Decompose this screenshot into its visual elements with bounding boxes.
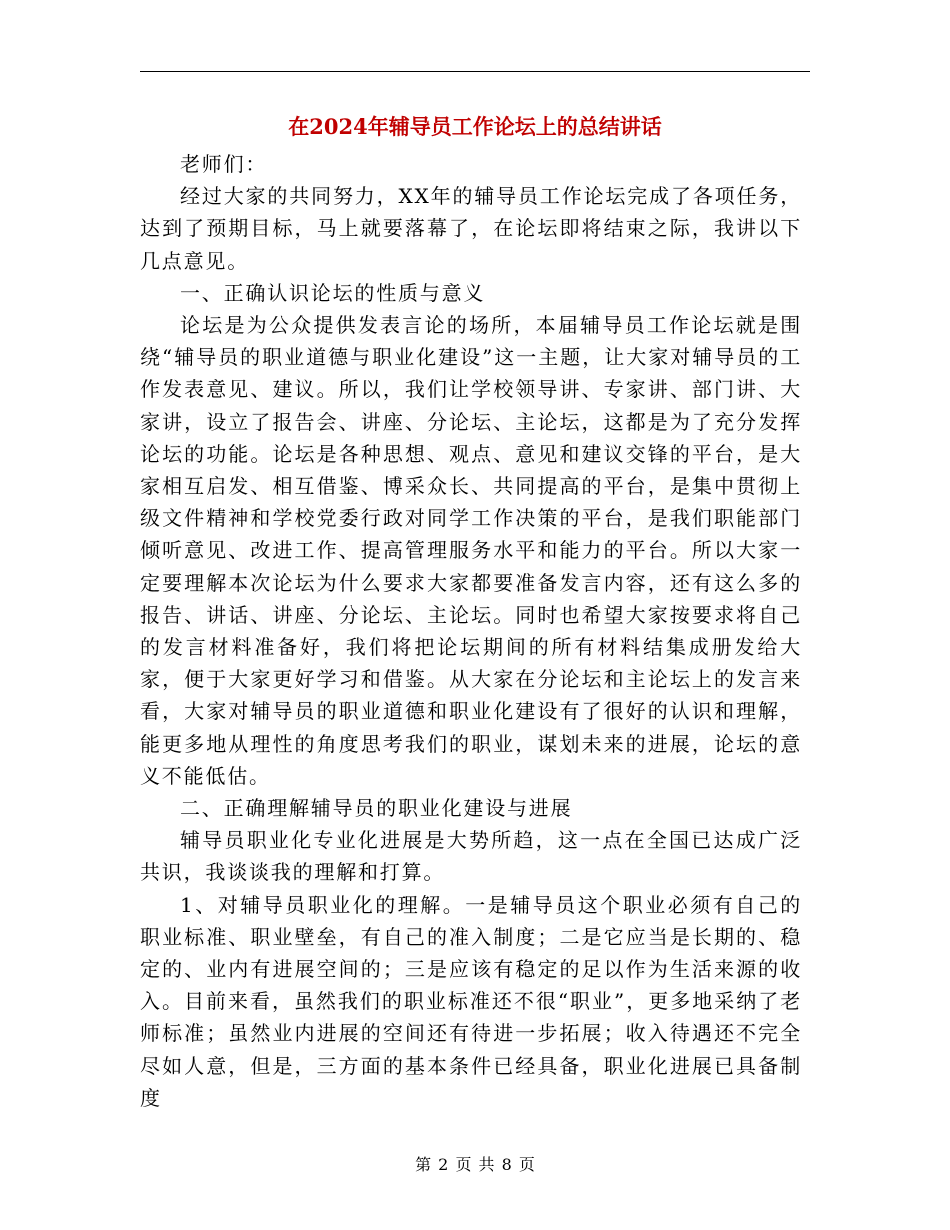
- document-title: 在2024年辅导员工作论坛上的总结讲话: [288, 114, 662, 139]
- salutation: 老师们：: [180, 152, 268, 176]
- paragraph-professionalization: 辅导员职业化专业化进展是大势所趋，这一点在全国已达成广泛共识，我谈谈我的理解和打算。: [140, 828, 802, 885]
- paragraph-intro: 经过大家的共同努力，XX年的辅导员工作论坛完成了各项任务，达到了预期目标，马上就要落幕了，在论坛即将结束之际，我讲以下几点意见。: [140, 184, 802, 273]
- header-rule: [140, 71, 810, 72]
- page-number: 第 2 页 共 8 页: [415, 1155, 535, 1174]
- section-heading-1: 一、正确认识论坛的性质与意义: [180, 280, 486, 305]
- section-heading-2: 二、正确理解辅导员的职业化建设与进展: [180, 796, 573, 821]
- paragraph-point-1: 1、对辅导员职业化的理解。一是辅导员这个职业必须有自己的职业标准、职业壁垒，有自己的准入制度；二是它应当是长期的、稳定的、业内有进展空间的；三是应该有稳定的足以作为生活来源的收入。目前来看，虽然我们的职业标准还不很“职业”，更多地采纳了老师标准；虽然业内进展的空间还有待进一步拓展；收入待遇还不完全尽如人意，但是，三方面的基本条件已经具备，职业化进展已具备制度: [140, 892, 802, 1110]
- document-body: [140, 148, 802, 1114]
- paragraph-forum-purpose: 论坛是为公众提供发表言论的场所，本届辅导员工作论坛就是围绕“辅导员的职业道德与职业化建设”这一主题，让大家对辅导员的工作发表意见、建议。所以，我们让学校领导讲、专家讲、部门讲、大家讲，设立了报告会、讲座、分论坛、主论坛，这都是为了充分发挥论坛的功能。论坛是各种思想、观点、意见和建议交锋的平台，是大家相互启发、相互借鉴、博采众长、共同提高的平台，是集中贯彻上级文件精神和学校党委行政对同学工作决策的平台，是我们职能部门倾听意见、改进工作、提高管理服务水平和能力的平台。所以大家一定要理解本次论坛为什么要求大家都要准备发言内容，还有这么多的报告、讲话、讲座、分论坛、主论坛。同时也希望大家按要求将自己的发言材料准备好，我们将把论坛期间的所有材料结集成册发给大家，便于大家更好学习和借鉴。从大家在分论坛和主论坛上的发言来看，大家对辅导员的职业道德和职业化建设有了很好的认识和理解，能更多地从理性的角度思考我们的职业，谋划未来的进展，论坛的意义不能低估。: [140, 313, 802, 788]
